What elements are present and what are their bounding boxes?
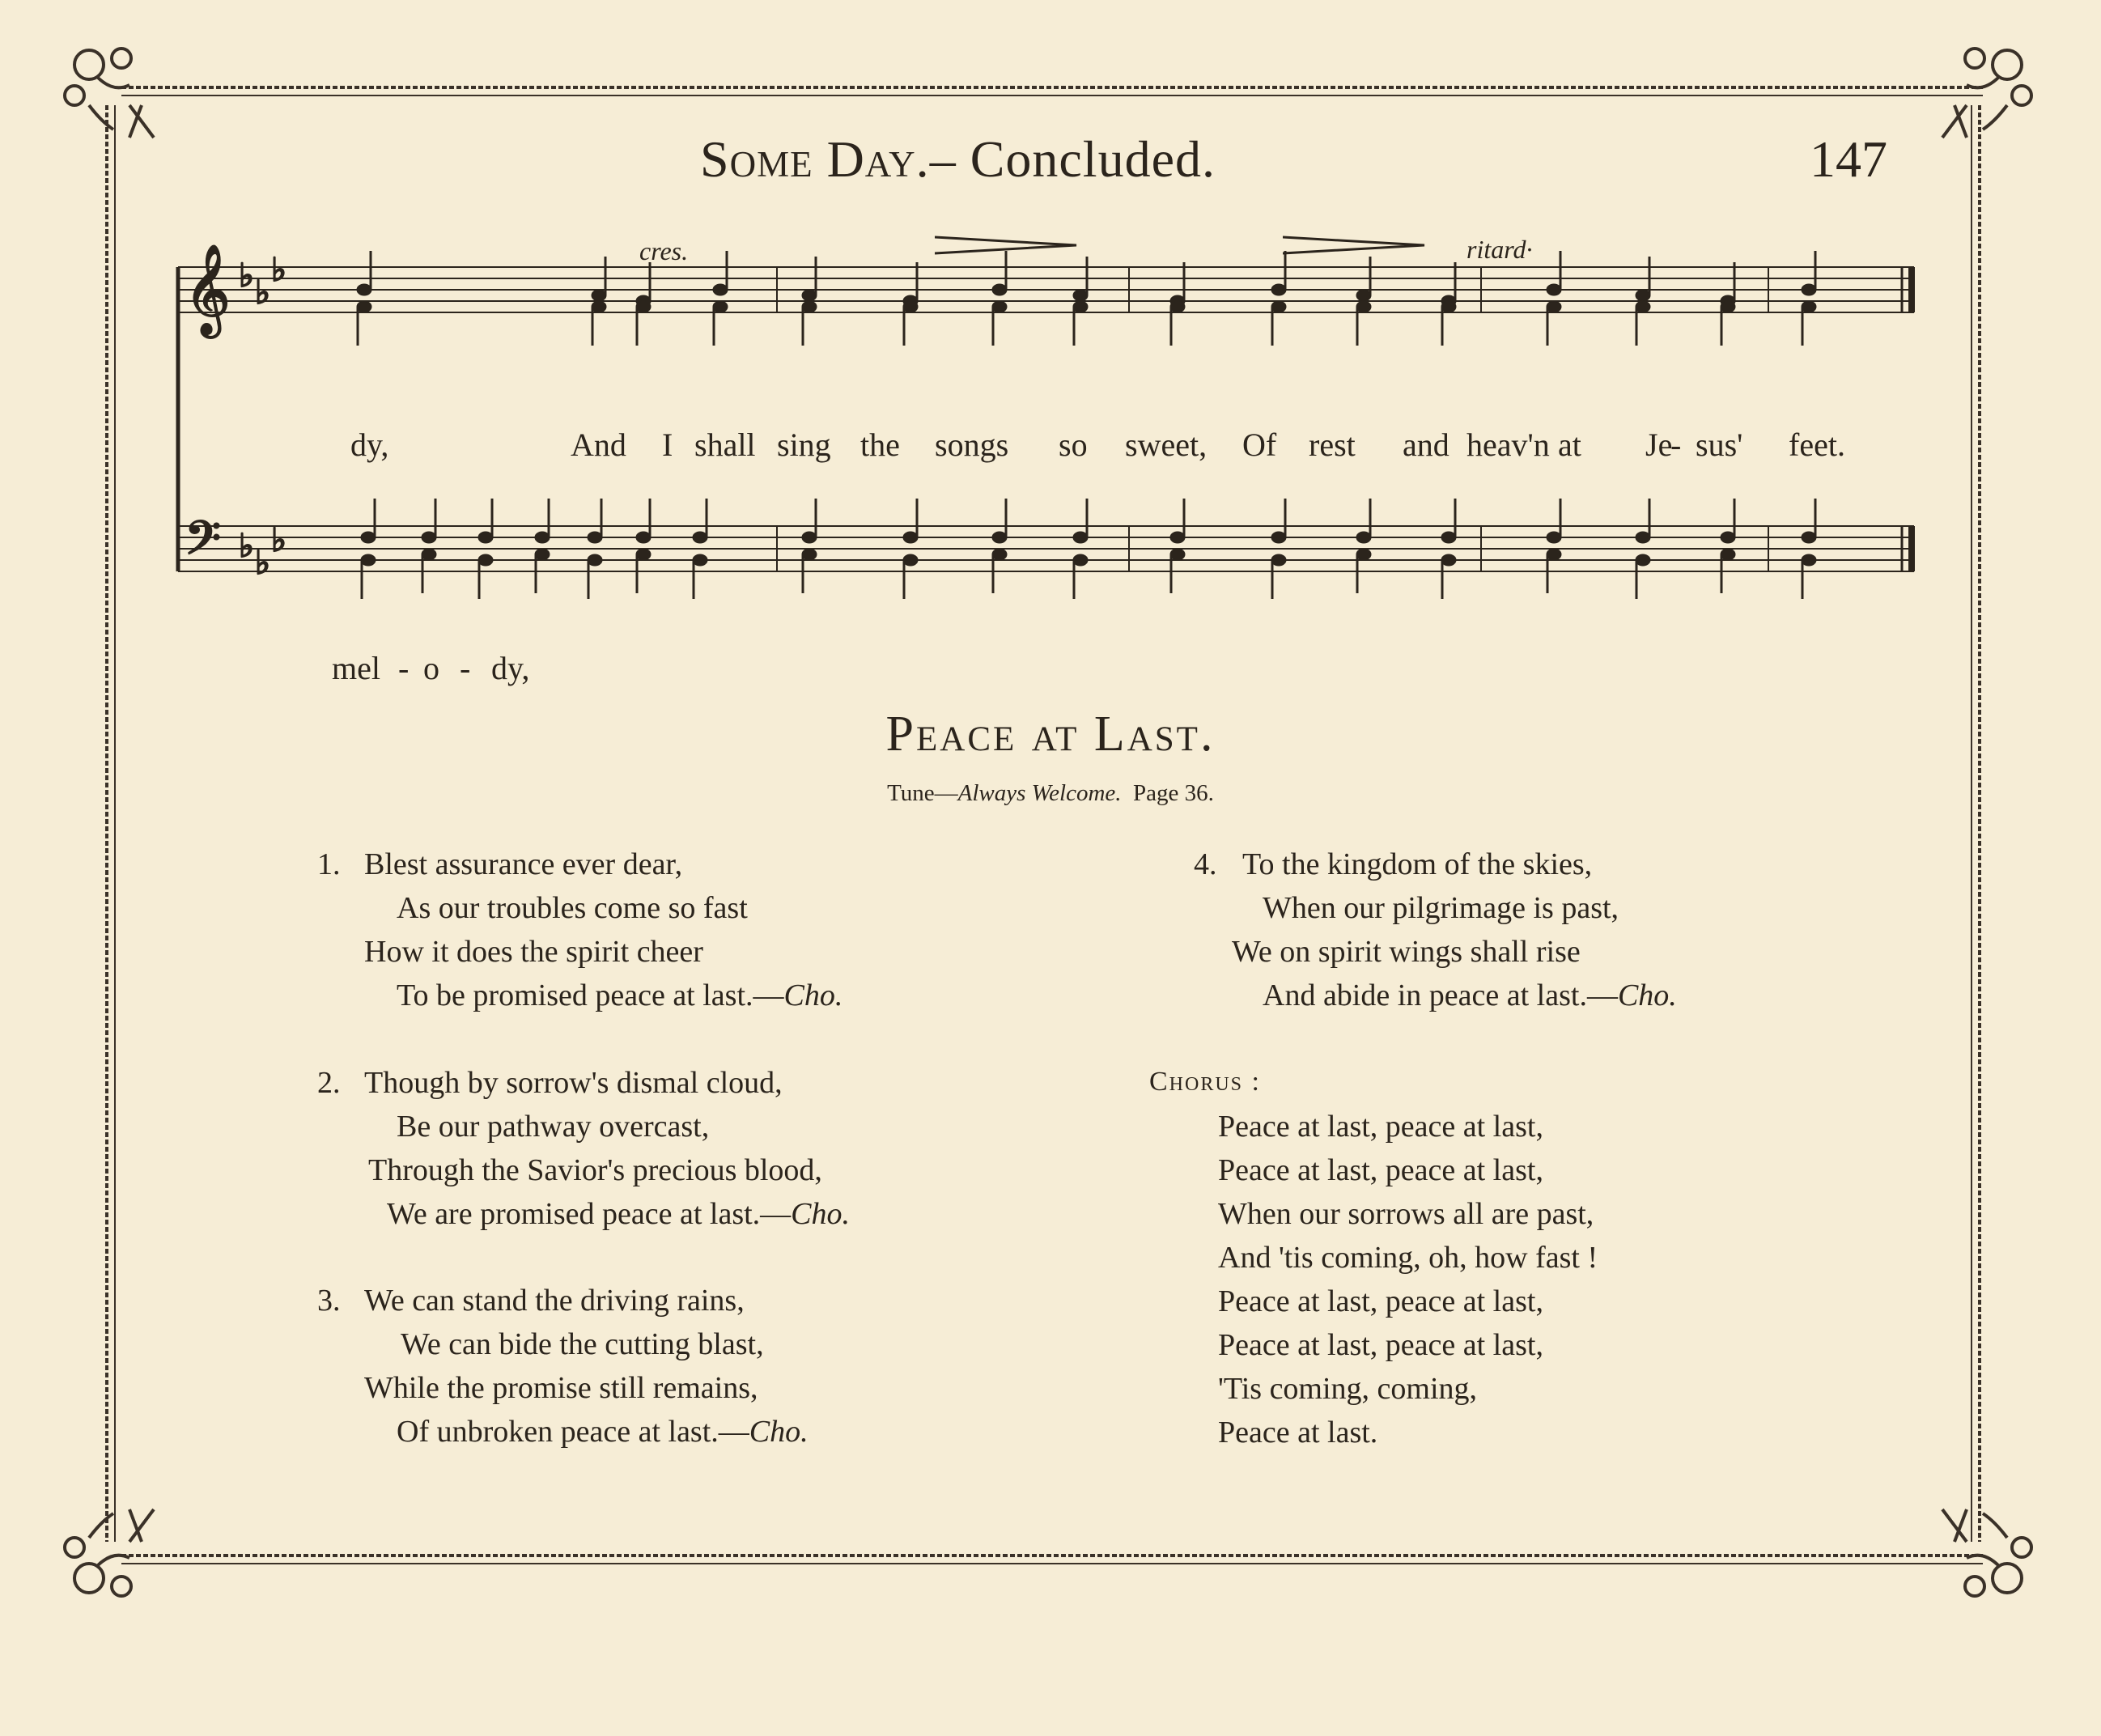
lyric-syllable: rest xyxy=(1309,427,1356,463)
lyric-syllable: sweet, xyxy=(1125,427,1208,463)
note-head xyxy=(1271,251,1286,295)
tune-name: Always Welcome. xyxy=(957,780,1122,806)
verse-number: 4. xyxy=(1194,847,1217,881)
verse-line: Through the Savior's precious blood, xyxy=(368,1153,822,1187)
lyric-syllable: - xyxy=(398,650,410,686)
chorus-line: Peace at last. xyxy=(1218,1416,1378,1449)
note-head xyxy=(1547,251,1561,295)
note-head xyxy=(1441,499,1456,543)
note-head xyxy=(1547,499,1561,543)
verse-number: 2. xyxy=(317,1066,341,1100)
tune-prefix: Tune— xyxy=(887,780,958,806)
tune-reference xyxy=(0,780,2101,807)
corner-ornament-top-right xyxy=(1942,49,2031,138)
verse-line: Be our pathway overcast, xyxy=(397,1110,710,1144)
lyric-syllable: songs xyxy=(935,427,1009,463)
note-head xyxy=(478,554,493,599)
note-head xyxy=(903,554,918,599)
note-head xyxy=(1170,262,1185,307)
verse-line: We on spirit wings shall rise xyxy=(1232,935,1581,969)
note-head xyxy=(992,301,1007,346)
chorus-line: And 'tis coming, oh, how fast ! xyxy=(1218,1241,1598,1275)
verse-line: As our troubles come so fast xyxy=(397,891,748,925)
tune-page: Page 36. xyxy=(1133,780,1214,806)
header-title xyxy=(700,129,1216,189)
chorus-label: Chorus : xyxy=(1149,1067,1261,1097)
note-head xyxy=(636,301,651,346)
flat-icon: ♭ xyxy=(255,274,270,312)
lyric-syllable: Je xyxy=(1645,427,1673,463)
lyric-syllable: so xyxy=(1059,427,1088,463)
chorus-ref: Cho. xyxy=(783,978,843,1012)
page-number: 147 xyxy=(1810,130,1887,188)
crescendo-marking: cres. xyxy=(639,236,689,265)
note-head xyxy=(802,301,817,346)
header-title-suffix: – Concluded. xyxy=(929,130,1216,188)
chorus-line: Peace at last, peace at last, xyxy=(1218,1110,1543,1144)
note-head xyxy=(693,554,707,599)
note-head xyxy=(802,499,817,543)
flat-icon: ♭ xyxy=(271,522,286,559)
chorus-line: 'Tis coming, coming, xyxy=(1218,1372,1478,1406)
note-head xyxy=(903,301,918,346)
chorus-ref: Cho. xyxy=(749,1415,809,1449)
lyric-syllable: heav'n xyxy=(1466,427,1550,463)
note-head xyxy=(1170,499,1185,543)
note-head xyxy=(992,251,1007,295)
note-head xyxy=(535,499,550,543)
lyric-syllable: And xyxy=(571,427,626,463)
lyric-syllable: mel xyxy=(332,650,380,686)
verse-line: Blest assurance ever dear, xyxy=(364,847,683,881)
note-head xyxy=(1802,301,1816,346)
chorus-line: Peace at last, peace at last, xyxy=(1218,1284,1543,1318)
note-head xyxy=(357,301,371,346)
note-head xyxy=(1271,301,1286,346)
note-head xyxy=(1721,262,1735,307)
note-head xyxy=(1547,301,1561,346)
corner-ornament-bottom-left xyxy=(65,1509,154,1596)
verse-line: To be promised peace at last.—Cho. xyxy=(397,978,843,1012)
verse-line: How it does the spirit cheer xyxy=(364,935,703,969)
lyric-syllable: - xyxy=(1670,427,1682,463)
verse-line: Of unbroken peace at last.—Cho. xyxy=(397,1415,809,1449)
note-head xyxy=(1636,499,1650,543)
flat-icon: ♭ xyxy=(255,545,270,582)
lyric-syllable: at xyxy=(1558,427,1581,463)
lyric-syllable: sus' xyxy=(1696,427,1743,463)
note-head xyxy=(1802,554,1816,599)
verse-line: While the promise still remains, xyxy=(364,1371,758,1405)
verse-line: We are promised peace at last.—Cho. xyxy=(387,1197,851,1231)
note-head xyxy=(588,499,602,543)
note-head xyxy=(903,262,918,307)
note-head xyxy=(592,301,606,346)
verse-line: We can stand the driving rains, xyxy=(364,1284,745,1318)
note-head xyxy=(478,499,493,543)
lyric-syllable: dy, xyxy=(350,427,389,463)
note-head xyxy=(992,499,1007,543)
note-head xyxy=(1721,499,1735,543)
note-head xyxy=(1636,554,1650,599)
flat-icon: ♭ xyxy=(271,252,286,289)
verse-number: 3. xyxy=(317,1284,341,1318)
decrescendo-hairpin-2 xyxy=(1283,233,1428,257)
note-head xyxy=(636,499,651,543)
note-head xyxy=(1441,262,1456,307)
note-head xyxy=(903,499,918,543)
lyric-syllable: - xyxy=(460,650,471,686)
verse-line: We can bide the cutting blast, xyxy=(401,1327,764,1361)
lyric-syllable: I xyxy=(662,427,673,463)
hymn-title: Peace at Last. xyxy=(885,707,1216,762)
decrescendo-hairpin-1 xyxy=(935,233,1080,257)
note-head xyxy=(1721,301,1735,346)
note-head xyxy=(1073,554,1088,599)
lyric-syllable: o xyxy=(423,650,439,686)
note-head xyxy=(1170,301,1185,346)
lyric-syllable: and xyxy=(1403,427,1449,463)
chorus-line: When our sorrows all are past, xyxy=(1218,1197,1594,1231)
header-title-main: Some Day. xyxy=(700,130,930,188)
note-head xyxy=(1441,301,1456,346)
chorus-ref: Cho. xyxy=(791,1197,851,1231)
chorus-ref: Cho. xyxy=(1617,978,1677,1012)
lyric-syllable: dy, xyxy=(491,650,530,686)
note-head xyxy=(361,554,376,599)
note-head xyxy=(361,499,376,543)
note-head xyxy=(713,301,728,346)
note-head xyxy=(422,499,436,543)
note-head xyxy=(1073,499,1088,543)
note-head xyxy=(1802,499,1816,543)
flat-icon: ♭ xyxy=(239,257,254,295)
chorus-line: Peace at last, peace at last, xyxy=(1218,1328,1543,1362)
note-head xyxy=(1271,499,1286,543)
note-head xyxy=(1356,301,1371,346)
ritardando-marking: ritard· xyxy=(1466,235,1533,264)
treble-clef-icon: 𝄞 xyxy=(185,244,231,334)
note-head xyxy=(1802,251,1816,295)
lyric-syllable: shall xyxy=(694,427,756,463)
note-head xyxy=(693,499,707,543)
bass-clef-icon: 𝄢 xyxy=(185,511,222,577)
lyric-syllable: the xyxy=(860,427,900,463)
verse-line: Though by sorrow's dismal cloud, xyxy=(364,1066,783,1100)
note-head xyxy=(1441,554,1456,599)
note-head xyxy=(357,251,371,295)
verse-number: 1. xyxy=(317,847,341,881)
flat-icon: ♭ xyxy=(239,528,254,565)
note-head xyxy=(1073,301,1088,346)
note-head xyxy=(1356,499,1371,543)
note-head xyxy=(636,262,651,307)
verse-line: And abide in peace at last.—Cho. xyxy=(1263,978,1677,1012)
note-head xyxy=(1636,301,1650,346)
note-head xyxy=(713,251,728,295)
note-head xyxy=(1271,554,1286,599)
verse-line: When our pilgrimage is past, xyxy=(1263,891,1619,925)
lyric-syllable: sing xyxy=(777,427,831,463)
chorus-line: Peace at last, peace at last, xyxy=(1218,1153,1543,1187)
corner-ornament-bottom-right xyxy=(1942,1509,2031,1596)
lyric-syllable: Of xyxy=(1242,427,1277,463)
corner-ornament-top-left xyxy=(65,49,154,138)
lyric-syllable: feet. xyxy=(1789,427,1845,463)
verse-line: To the kingdom of the skies, xyxy=(1242,847,1593,881)
note-head xyxy=(588,554,602,599)
